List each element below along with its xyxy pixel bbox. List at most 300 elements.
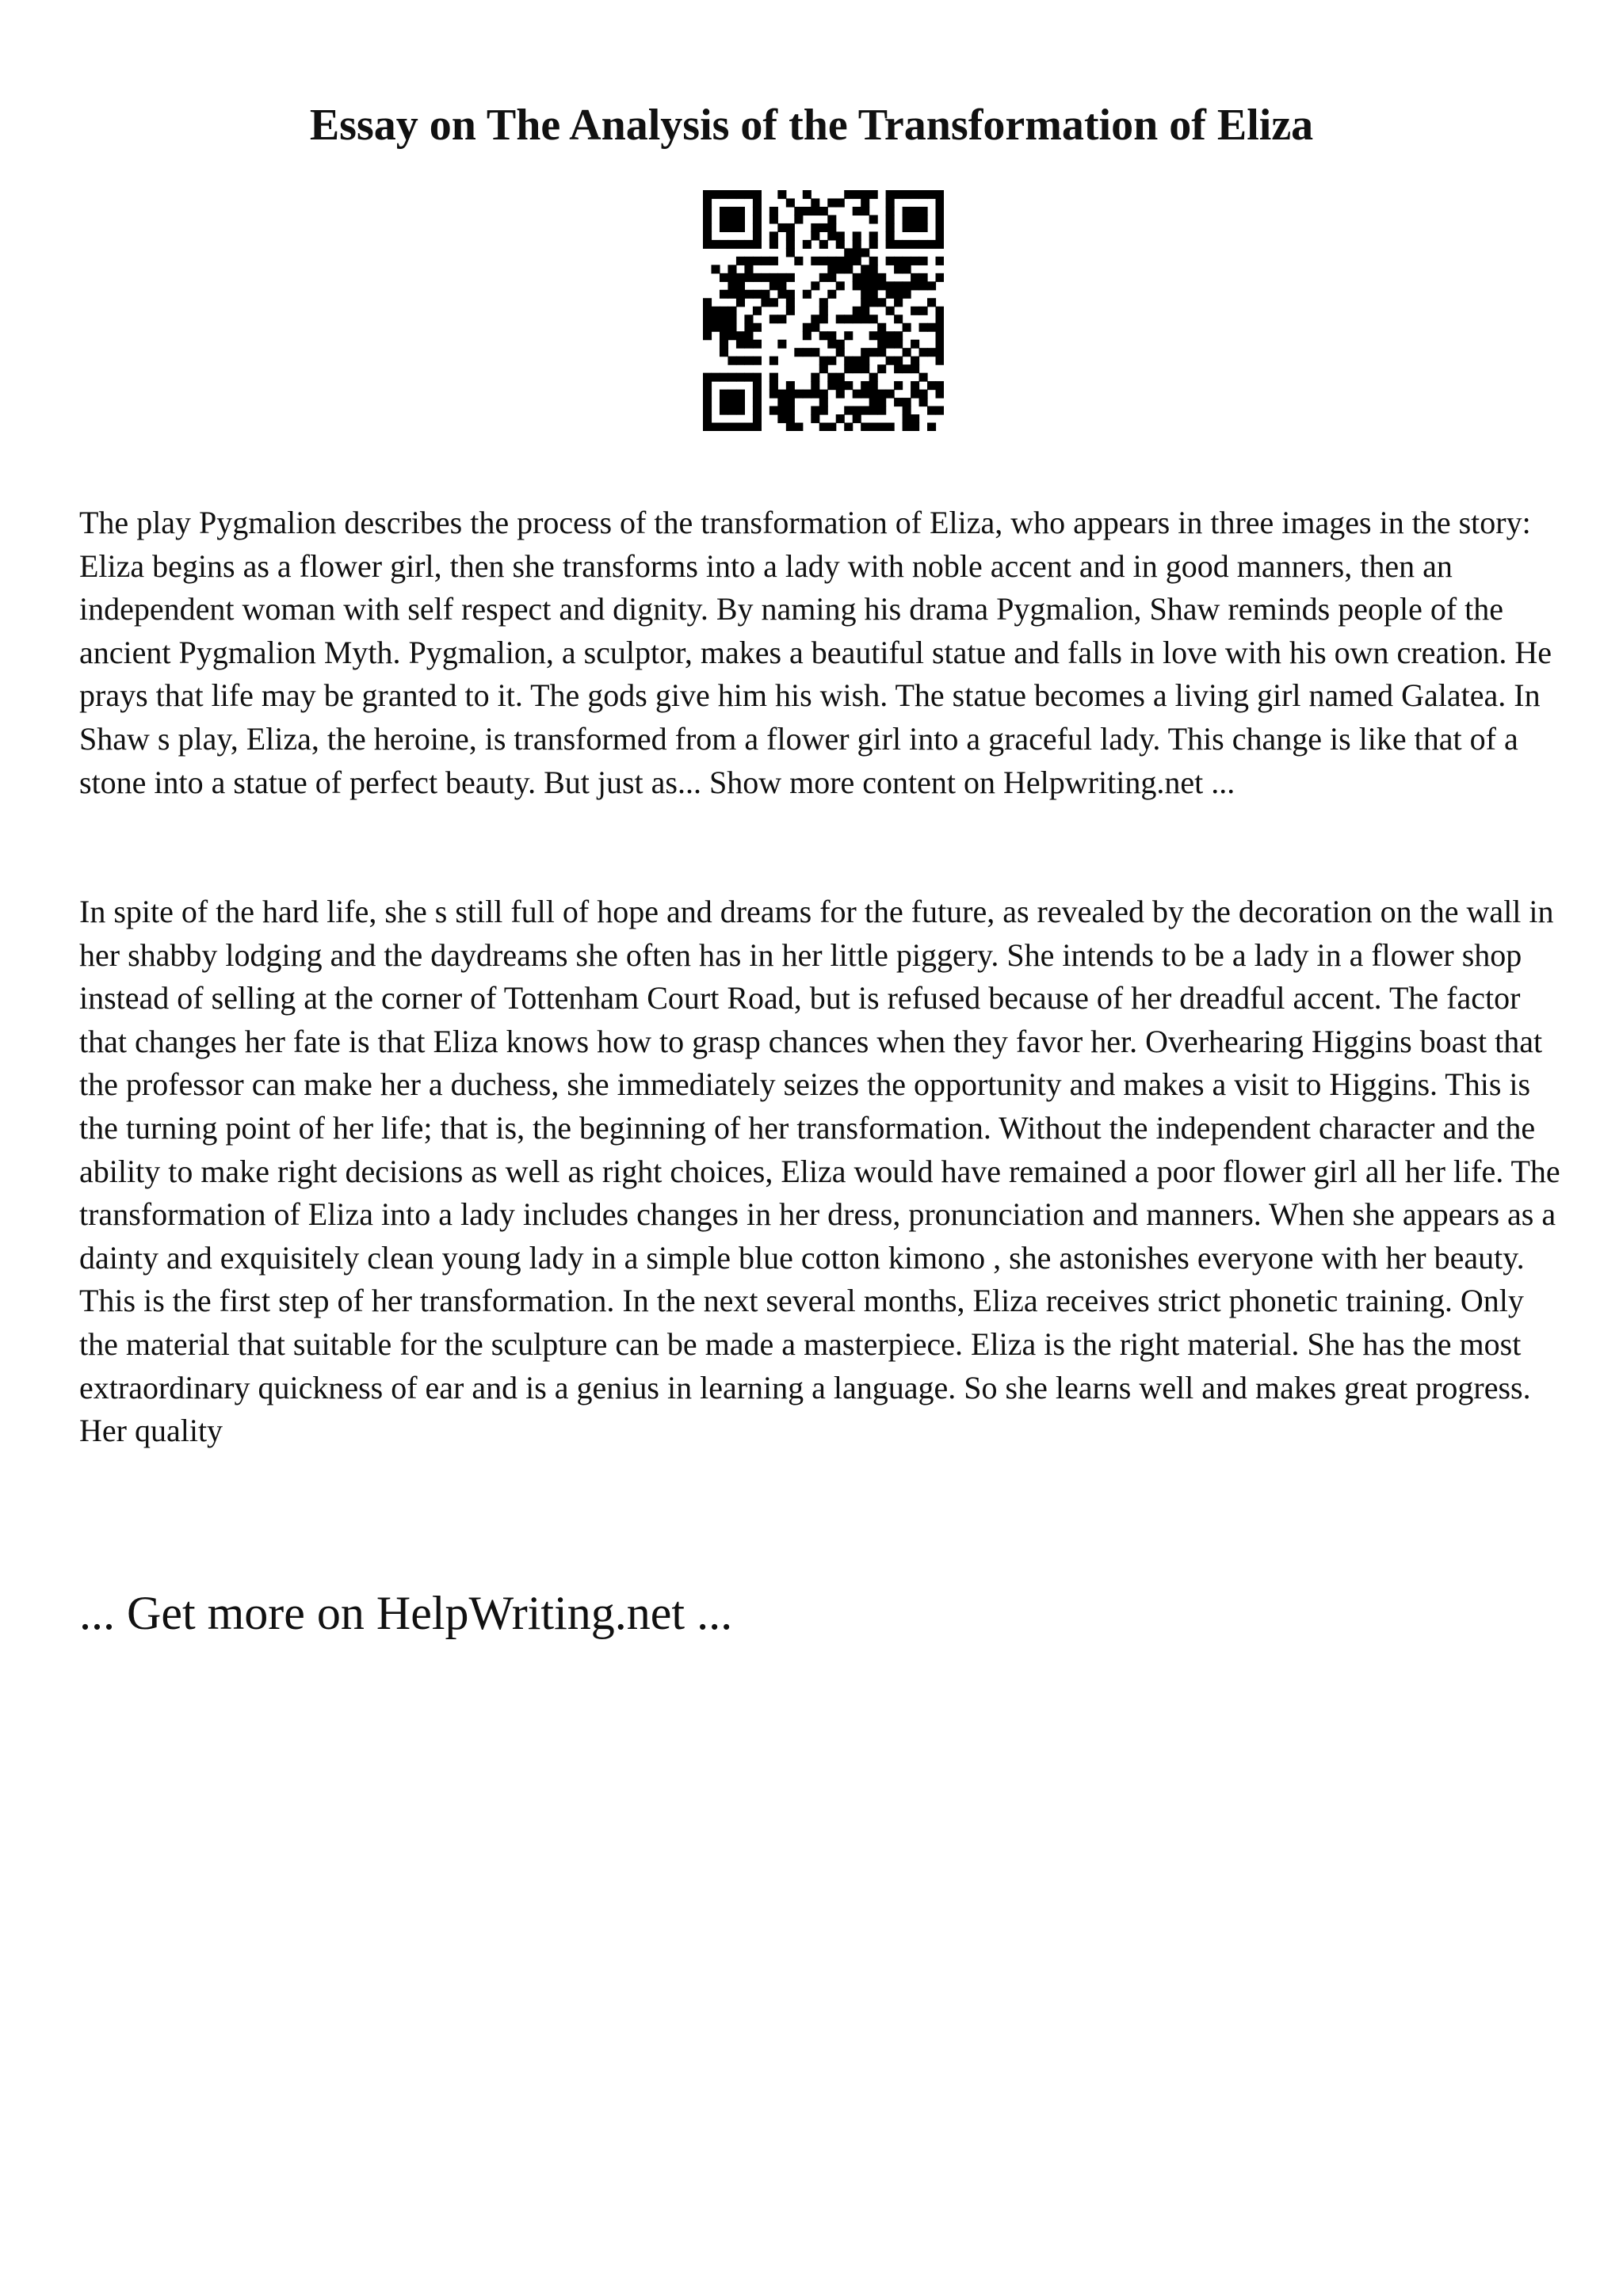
qr-module [869, 348, 878, 357]
qr-module [836, 381, 845, 390]
qr-module [720, 406, 728, 415]
essay-paragraph-1: The play Pygmalion describes the process of the transformation of Eliza, who appears in three images in the story: Eliza begins as a flower girl, then she transforms into a lady with noble accent and in good manners, then an independent woman with self respect and dignity. By naming his drama Pygmalion, Shaw reminds people of the ancient Pygmalion Myth. Pygmalion, a sculptor, makes a beautiful statue and falls in love with his own creation. He prays that life may be granted to it. The gods give him his wish. The statue becomes a living girl named Galatea. In Shaw s play, Eliza, the heroine, is transformed from a flower girl into a graceful lady. This change is like that of a stone into a statue of perfect beauty. But just as... Show more content on Helpwriting.net ... [79, 505, 1552, 800]
qr-module [769, 406, 778, 415]
qr-module [811, 198, 819, 207]
qr-module [711, 315, 720, 323]
qr-module [911, 390, 919, 399]
qr-module [911, 257, 919, 265]
qr-module [869, 398, 878, 406]
qr-module [720, 223, 728, 232]
qr-module [936, 315, 944, 323]
qr-module [911, 240, 919, 249]
qr-module [727, 373, 736, 382]
qr-module [903, 257, 911, 265]
qr-module [936, 273, 944, 282]
qr-module [811, 348, 819, 357]
qr-module [894, 357, 903, 365]
qr-module [720, 390, 728, 399]
qr-module [777, 315, 786, 323]
qr-module [786, 231, 795, 240]
qr-module [911, 190, 919, 199]
qr-module [927, 381, 936, 390]
qr-module [720, 240, 728, 249]
qr-module [886, 190, 895, 199]
qr-module [736, 190, 745, 199]
qr-module [736, 398, 745, 406]
qr-module [869, 215, 878, 223]
qr-module [936, 215, 944, 223]
qr-module [753, 423, 762, 431]
qr-module [753, 390, 762, 399]
qr-module [877, 406, 886, 415]
qr-module [894, 364, 903, 373]
qr-module [903, 323, 911, 332]
qr-module [744, 257, 753, 265]
qr-module [811, 231, 819, 240]
qr-module [711, 323, 720, 332]
qr-module [753, 340, 762, 349]
qr-module [727, 240, 736, 249]
qr-module [894, 240, 903, 249]
qr-module [703, 223, 712, 232]
qr-module [861, 307, 869, 315]
qr-module [894, 290, 903, 299]
qr-module [844, 381, 853, 390]
qr-module [886, 257, 895, 265]
qr-module [894, 265, 903, 273]
qr-module [736, 240, 745, 249]
qr-module [727, 357, 736, 365]
qr-module [720, 323, 728, 332]
qr-module [936, 331, 944, 340]
qr-module [811, 257, 819, 265]
qr-module [811, 390, 819, 399]
qr-module [777, 290, 786, 299]
qr-module [811, 281, 819, 290]
qr-module [769, 273, 778, 282]
qr-module [819, 298, 828, 307]
qr-module [761, 257, 769, 265]
qr-module [736, 357, 745, 365]
qr-module [877, 298, 886, 307]
qr-module [861, 198, 869, 207]
qr-module [886, 223, 895, 232]
qr-module [869, 257, 878, 265]
qr-module [727, 398, 736, 406]
essay-paragraph-2: In spite of the hard life, she s still full of hope and dreams for the future, as revealed by the decoration on the wall in her shabby lodging and the daydreams she often has in her little piggery. She intends to be a lady in a flower shop instead of selling at the corner of Tottenham Court Road, but is refused because of her dreadful accent. The factor that changes her fate is that Eliza knows how to grasp chances when they favor her. Overhearing Higgins boast that the professor can make her a duchess, she immediately seizes the opportunity and makes a visit to Higgins. This is the turning point of her life; that is, the beginning of her transformation. Without the independent character and the ability to make right decisions as well as right choices, Eliza would have remained a poor flower girl all her life. The transformation of Eliza into a lady includes changes in her dress, pronunciation and manners. When she appears as a dainty and exquisitely clean young lady in a simple blue cotton kimono , she astonishes everyone with her beauty. This is the first step of her transformation. In the next several months, Eliza receives strict phonetic training. Only the material that suitable for the sculpture can be made a masterpiece. Eliza is the right material. She has the most extraordinary quickness of ear and is a genius in learning a language. So she learns well and makes great progress. Her quality [79, 894, 1560, 1449]
qr-module [753, 290, 762, 299]
qr-module [894, 190, 903, 199]
qr-module [744, 357, 753, 365]
qr-module [777, 281, 786, 290]
qr-module [927, 240, 936, 249]
qr-module [827, 223, 836, 232]
qr-module [761, 290, 769, 299]
qr-module [811, 381, 819, 390]
qr-module [753, 323, 762, 332]
qr-module [794, 215, 803, 223]
qr-module [886, 290, 895, 299]
qr-module [903, 414, 911, 423]
qr-module [769, 281, 778, 290]
qr-module [736, 298, 745, 307]
qr-module [777, 190, 786, 199]
qr-module [877, 273, 886, 282]
qr-module [744, 315, 753, 323]
qr-module [927, 281, 936, 290]
qr-module [911, 414, 919, 423]
qr-module [827, 215, 836, 223]
qr-module [827, 198, 836, 207]
qr-module [769, 257, 778, 265]
qr-module [903, 364, 911, 373]
qr-module [819, 398, 828, 406]
qr-module [894, 331, 903, 340]
qr-module [703, 198, 712, 207]
qr-module [736, 207, 745, 215]
qr-module [936, 257, 944, 265]
qr-module [911, 423, 919, 431]
qr-module [753, 231, 762, 240]
qr-module [836, 281, 845, 290]
qr-module [736, 423, 745, 431]
qr-module [777, 406, 786, 415]
qr-module [869, 315, 878, 323]
qr-module [819, 390, 828, 399]
qr-module [877, 423, 886, 431]
qr-module [794, 423, 803, 431]
qr-module [819, 331, 828, 340]
qr-module [711, 190, 720, 199]
qr-module [803, 207, 812, 215]
qr-module [886, 307, 895, 315]
qr-module [869, 373, 878, 382]
qr-module [827, 265, 836, 273]
qr-module [853, 257, 861, 265]
qr-module [861, 348, 869, 357]
qr-module [894, 398, 903, 406]
qr-module [703, 298, 712, 307]
qr-module [903, 423, 911, 431]
qr-module [753, 223, 762, 232]
qr-module [853, 240, 861, 249]
qr-module [836, 414, 845, 423]
qr-module [919, 390, 928, 399]
qr-module [703, 373, 712, 382]
qr-module [844, 364, 853, 373]
qr-module [903, 290, 911, 299]
qr-module [903, 265, 911, 273]
qr-module [911, 307, 919, 315]
qr-module [919, 307, 928, 315]
qr-module [769, 373, 778, 382]
qr-module [869, 281, 878, 290]
qr-module [769, 207, 778, 215]
qr-module [844, 257, 853, 265]
qr-module [811, 323, 819, 332]
qr-module [869, 381, 878, 390]
qr-module [919, 190, 928, 199]
qr-module [936, 348, 944, 357]
qr-module [911, 364, 919, 373]
qr-module [927, 423, 936, 431]
qr-module [786, 381, 795, 390]
qr-module [786, 290, 795, 299]
qr-module [736, 281, 745, 290]
qr-module [811, 414, 819, 423]
qr-module [736, 215, 745, 223]
qr-module [703, 323, 712, 332]
qr-module [727, 390, 736, 399]
qr-module [894, 257, 903, 265]
qr-module [903, 223, 911, 232]
qr-module [886, 423, 895, 431]
qr-module [827, 423, 836, 431]
qr-module [836, 257, 845, 265]
qr-module [777, 223, 786, 232]
qr-module [911, 357, 919, 365]
qr-module [919, 223, 928, 232]
qr-module [861, 248, 869, 257]
qr-module [894, 315, 903, 323]
qr-module [919, 207, 928, 215]
qr-module [903, 281, 911, 290]
qr-module [869, 240, 878, 249]
qr-module [744, 340, 753, 349]
qr-module [861, 381, 869, 390]
qr-module [919, 348, 928, 357]
qr-module [703, 406, 712, 415]
qr-module [753, 373, 762, 382]
qr-module [886, 215, 895, 223]
qr-module [869, 423, 878, 431]
qr-module [744, 373, 753, 382]
qr-module [869, 406, 878, 415]
qr-module [727, 323, 736, 332]
qr-module [861, 406, 869, 415]
qr-module [877, 398, 886, 406]
qr-module [861, 265, 869, 273]
qr-module [777, 390, 786, 399]
qr-module [711, 423, 720, 431]
qr-module [803, 190, 812, 199]
qr-module [794, 348, 803, 357]
qr-module [736, 406, 745, 415]
qr-module [827, 290, 836, 299]
qr-module [861, 281, 869, 290]
qr-module [803, 240, 812, 249]
qr-module [936, 357, 944, 365]
qr-module [869, 231, 878, 240]
qr-module [720, 207, 728, 215]
qr-module [827, 373, 836, 382]
qr-module [727, 331, 736, 340]
qr-module [919, 323, 928, 332]
qr-module [877, 348, 886, 357]
qr-module [819, 406, 828, 415]
qr-module [903, 240, 911, 249]
qr-module [786, 414, 795, 423]
qr-module [869, 265, 878, 273]
qr-module [886, 240, 895, 249]
qr-module [827, 231, 836, 240]
qr-module [903, 207, 911, 215]
qr-module [936, 240, 944, 249]
qr-module [853, 364, 861, 373]
qr-module [853, 315, 861, 323]
qr-module [786, 298, 795, 307]
qr-module [720, 423, 728, 431]
qr-module [861, 298, 869, 307]
qr-module [919, 281, 928, 290]
qr-module [811, 207, 819, 215]
qr-module [736, 331, 745, 340]
qr-module [911, 381, 919, 390]
qr-module [703, 240, 712, 249]
qr-module [803, 323, 812, 332]
qr-module [761, 273, 769, 282]
qr-module [727, 281, 736, 290]
qr-module [877, 281, 886, 290]
qr-module [886, 390, 895, 399]
qr-module [753, 414, 762, 423]
qr-module [786, 240, 795, 249]
qr-module [853, 207, 861, 215]
qr-module [869, 273, 878, 282]
qr-module [819, 223, 828, 232]
qr-module [736, 340, 745, 349]
qr-module [744, 240, 753, 249]
qr-module [703, 398, 712, 406]
qr-module [794, 257, 803, 265]
qr-module [786, 307, 795, 315]
qr-module [736, 390, 745, 399]
qr-module [727, 215, 736, 223]
qr-module [711, 307, 720, 315]
qr-module [727, 190, 736, 199]
qr-module [803, 290, 812, 299]
qr-module [727, 406, 736, 415]
qr-module [736, 273, 745, 282]
get-more-link[interactable]: ... Get more on HelpWriting.net ... [79, 1587, 733, 1639]
qr-module [703, 307, 712, 315]
qr-module [819, 364, 828, 373]
qr-module [836, 315, 845, 323]
qr-module [777, 273, 786, 282]
qr-module [877, 340, 886, 349]
qr-module [777, 340, 786, 349]
qr-module [753, 381, 762, 390]
qr-module [886, 331, 895, 340]
qr-module [711, 373, 720, 382]
qr-module [819, 307, 828, 315]
qr-module [703, 231, 712, 240]
qr-module [844, 190, 853, 199]
qr-module [744, 273, 753, 282]
qr-module [720, 331, 728, 340]
qr-module [811, 373, 819, 382]
qr-module [936, 406, 944, 415]
qr-module [836, 348, 845, 357]
qr-module [827, 381, 836, 390]
qr-module [744, 190, 753, 199]
qr-module [786, 398, 795, 406]
qr-module [753, 406, 762, 415]
qr-module [727, 265, 736, 273]
qr-module [861, 190, 869, 199]
qr-module [786, 273, 795, 282]
qr-module [927, 190, 936, 199]
qr-module [936, 390, 944, 399]
qr-module [819, 240, 828, 249]
qr-module [844, 423, 853, 431]
qr-module [886, 357, 895, 365]
qr-module [703, 215, 712, 223]
qr-module [720, 307, 728, 315]
qr-module [886, 198, 895, 207]
qr-module [911, 215, 919, 223]
qr-module [703, 423, 712, 431]
qr-module [769, 381, 778, 390]
qr-module [727, 423, 736, 431]
qr-module [844, 248, 853, 257]
qr-module [769, 215, 778, 223]
qr-module [769, 231, 778, 240]
qr-module [861, 315, 869, 323]
qr-module [727, 315, 736, 323]
qr-module [769, 240, 778, 249]
qr-module [853, 190, 861, 199]
qr-module [720, 348, 728, 357]
qr-module [720, 215, 728, 223]
qr-module [903, 406, 911, 415]
qr-module [936, 307, 944, 315]
qr-module [919, 398, 928, 406]
qr-module [853, 406, 861, 415]
qr-module [753, 357, 762, 365]
qr-module [877, 331, 886, 340]
qr-module [861, 207, 869, 215]
qr-module [853, 414, 861, 423]
qr-module [894, 281, 903, 290]
qr-module [720, 190, 728, 199]
qr-module [786, 390, 795, 399]
qr-module [836, 265, 845, 273]
qr-module [803, 390, 812, 399]
qr-module [919, 240, 928, 249]
qr-module [753, 273, 762, 282]
qr-code-icon[interactable] [703, 190, 944, 431]
qr-module [727, 290, 736, 299]
qr-module [853, 357, 861, 365]
qr-module [819, 423, 828, 431]
qr-module [836, 231, 845, 240]
qr-module [927, 348, 936, 357]
qr-module [861, 423, 869, 431]
qr-module [703, 381, 712, 390]
qr-module [861, 364, 869, 373]
qr-module [927, 406, 936, 415]
qr-module [844, 357, 853, 365]
qr-module [844, 331, 853, 340]
qr-module [761, 298, 769, 307]
qr-module [777, 398, 786, 406]
qr-module [836, 390, 845, 399]
qr-module [903, 215, 911, 223]
qr-module [877, 323, 886, 332]
qr-module [853, 390, 861, 399]
qr-module [753, 307, 762, 315]
